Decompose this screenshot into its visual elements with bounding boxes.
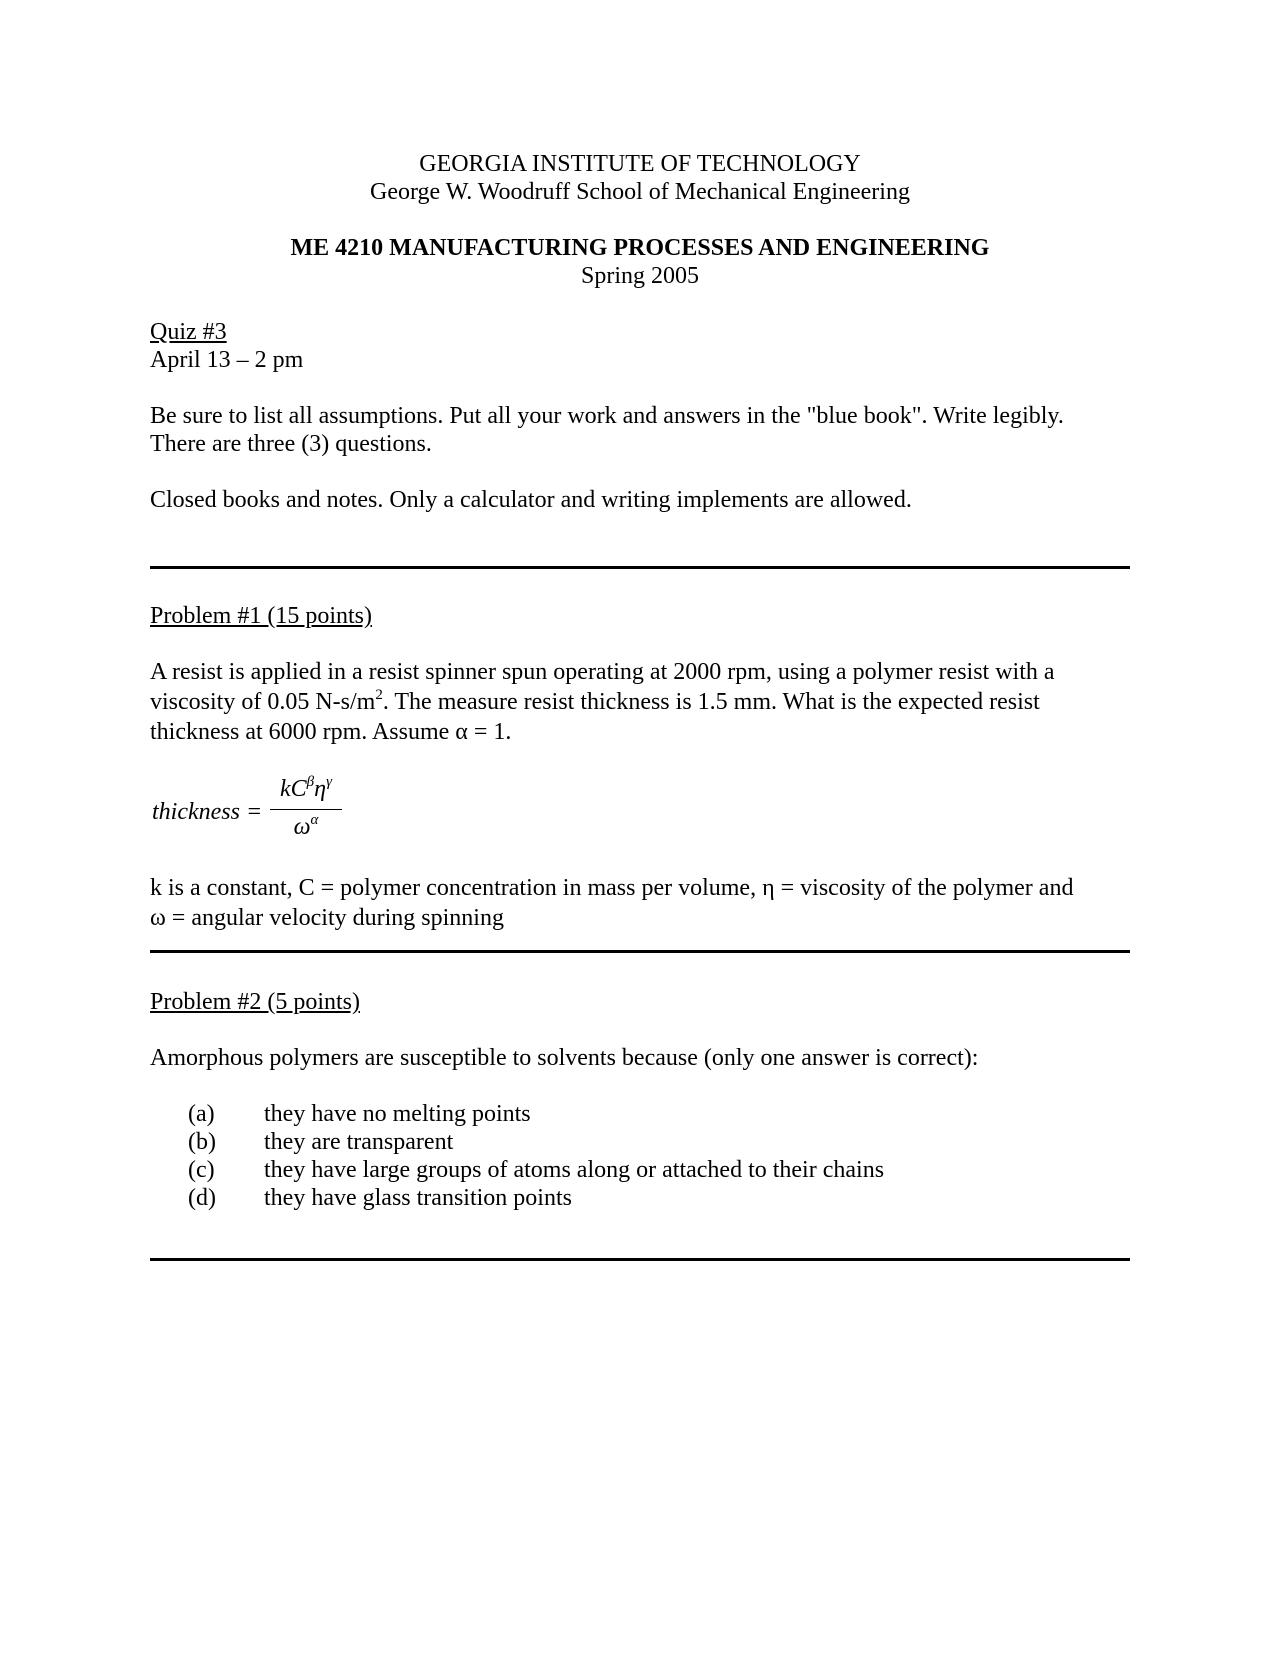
term: Spring 2005 (580, 263, 699, 289)
instructions-line-2: There are three (3) questions. (150, 431, 432, 457)
problem-1-text-line-2: viscosity of 0.05 $N-s/m^2$. The measure resist thickness is 1.5 mm. What is the expected resist (150, 687, 1040, 715)
problem-1-heading: Problem #1 (15 points) (150, 603, 372, 629)
option-c-label: (c) (188, 1157, 215, 1183)
formula-numerator: $kC^\beta\eta^\gamma$ (280, 774, 332, 802)
option-a-text: they have no melting points (264, 1101, 531, 1127)
option-b-label: (b) (188, 1129, 216, 1155)
problem-2-question: Amorphous polymers are susceptible to solvents because (only one answer is correct): (150, 1045, 979, 1071)
school-name: George W. Woodruff School of Mechanical Engineering (370, 179, 910, 205)
option-c-text: they have large groups of atoms along or attached to their chains (264, 1157, 885, 1183)
quiz-date: April 13 – 2 pm (150, 347, 304, 373)
course-title: ME 4210 MANUFACTURING PROCESSES AND ENGINEERING (290, 235, 990, 261)
instructions-line-1: Be sure to list all assumptions. Put all your work and answers in the "blue book". Write legibly. (150, 403, 1064, 429)
problem-1-text-line-3: thickness at 6000 rpm. Assume α = 1. (150, 719, 512, 745)
problem-2-heading: Problem #2 (5 points) (150, 989, 360, 1015)
option-a-label: (a) (188, 1101, 215, 1127)
instructions-line-3: Closed books and notes. Only a calculator and writing implements are allowed. (150, 487, 912, 513)
option-b-text: they are transparent (264, 1129, 454, 1155)
problem-1-text-line-1: A resist is applied in a resist spinner spun operating at 2000 rpm, using a polymer resist with a (150, 659, 1055, 685)
section-divider-1 (150, 566, 1130, 569)
problem-1-definitions-line-2: ω = angular velocity during spinning (150, 905, 504, 931)
section-divider-3 (150, 1258, 1130, 1261)
formula-fraction-bar (270, 809, 342, 810)
thickness-formula (152, 776, 372, 846)
quiz-title: Quiz #3 (150, 319, 227, 345)
institution-name: GEORGIA INSTITUTE OF TECHNOLOGY (419, 151, 861, 177)
problem-1-definitions-line-1: k is a constant, C = polymer concentration in mass per volume, η = viscosity of the polymer and (150, 875, 1074, 901)
option-d-text: they have glass transition points (264, 1185, 572, 1211)
formula-lhs: thickness = (152, 799, 263, 825)
option-d-label: (d) (188, 1185, 216, 1211)
formula-denominator: $\omega^\alpha$ (293, 812, 319, 840)
section-divider-2 (150, 950, 1130, 953)
